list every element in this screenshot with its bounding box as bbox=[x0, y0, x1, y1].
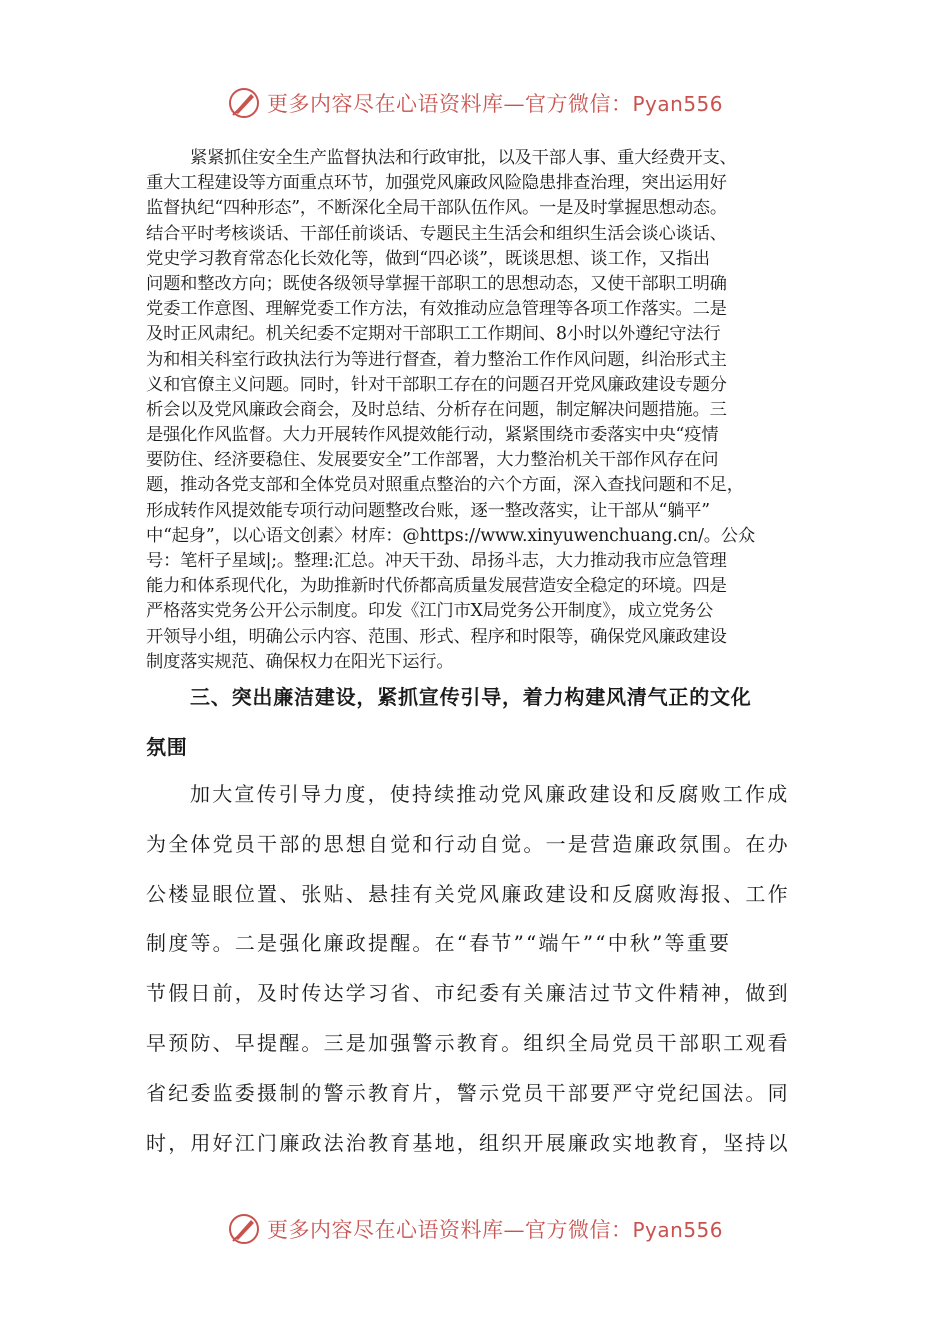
text-line: 重大工程建设等方面重点环节，加强党风廉政风险隐患排查治理，突出运用好 bbox=[146, 173, 727, 194]
text-line: 是强化作风监督。大力开展转作风提效能行动，紧紧围绕市委落实中央“疫情 bbox=[146, 425, 719, 446]
text-line: 加大宣传引导力度，使持续推动党风廉政建设和反腐败工作成 bbox=[190, 782, 790, 806]
section-heading bbox=[146, 672, 818, 772]
text-line: 制度等。二是强化廉政提醒。在“春节”“端午”“中秋”等重要 bbox=[146, 931, 732, 956]
text-line: 题，推动各党支部和全体党员对照重点整治的六个方面，深入查找问题和不足， bbox=[146, 475, 744, 496]
text-line: 中“起身”，以心语文创素〉材库：@https://www.xinyuwenchuang.cn/。公众 bbox=[146, 525, 755, 546]
watermark-text: 更多内容尽在心语资料库—官方微信：Pyan556 bbox=[266, 1218, 723, 1242]
text-line: 为全体党员干部的思想自觉和行动自觉。一是营造廉政氛围。在办 bbox=[146, 831, 790, 856]
text-line: 及时正风肃纪。机关纪委不定期对干部职工工作期间、8小时以外遵纪守法行 bbox=[146, 324, 721, 345]
text-line: 制度落实规范、确保权力在阳光下运行。 bbox=[146, 651, 454, 672]
watermark-text: 更多内容尽在心语资料库—官方微信：Pyan556 bbox=[266, 92, 723, 116]
text-line: 三、突出廉洁建设，紧抓宣传引导，着力构建风清气正的文化 bbox=[190, 685, 752, 709]
watermark-handle: Pyan556 bbox=[632, 92, 723, 116]
text-line: 结合平时考核谈话、干部任前谈话、专题民主生活会和组织生活会谈心谈话、 bbox=[146, 223, 727, 244]
text-line: 问题和整改方向；既使各级领导掌握干部职工的思想动态，又使干部职工明确 bbox=[146, 273, 727, 294]
paragraph-publicity bbox=[146, 770, 818, 1168]
quill-logo-icon bbox=[227, 86, 261, 120]
text-line: 时，用好江门廉政法治教育基地，组织开展廉政实地教育，坚持以 bbox=[146, 1130, 790, 1155]
text-line: 氛围 bbox=[146, 735, 188, 759]
text-line: 监督执纪“四种形态”，不断深化全局干部队伍作风。一是及时掌握思想动态。 bbox=[146, 198, 727, 219]
text-line: 号：笔杆子星域|;。整理:汇总。冲天干劲、昂扬斗志，大力推动我市应急管理 bbox=[146, 551, 727, 571]
text-line: 义和官僚主义问题。同时，针对干部职工存在的问题召开党风廉政建设专题分 bbox=[146, 374, 727, 395]
watermark-footer bbox=[0, 1212, 950, 1246]
text-line: 形成转作风提效能专项行动问题整改台账，逐一整改落实，让干部从“躺平” bbox=[146, 500, 710, 521]
text-line: 党委工作意图、理解党委工作方法，有效推动应急管理等各项工作落实。二是 bbox=[146, 299, 727, 320]
text-line: 紧紧抓住安全生产监督执法和行政审批，以及干部人事、重大经费开支、 bbox=[190, 148, 737, 168]
quill-logo-icon bbox=[227, 1212, 261, 1246]
text-line: 省纪委监委摄制的警示教育片，警示党员干部要严守党纪国法。同 bbox=[146, 1080, 790, 1105]
text-line: 为和相关科室行政执法行为等进行督查，着力整治工作作风问题，纠治形式主 bbox=[146, 349, 727, 370]
text-line: 能力和体系现代化，为助推新时代侨都高质量发展营造安全稳定的环境。四是 bbox=[146, 576, 727, 597]
paragraph-party-conduct bbox=[146, 146, 818, 675]
text-line: 党史学习教育常态化长效化等，做到“四必谈”，既谈思想、谈工作，又指出 bbox=[146, 248, 710, 269]
text-line: 要防住、经济要稳住、发展要安全”工作部署，大力整治机关干部作风存在问 bbox=[146, 450, 719, 471]
text-line: 开领导小组，明确公示内容、范围、形式、程序和时限等，确保党风廉政建设 bbox=[146, 626, 727, 647]
text-line: 公楼显眼位置、张贴、悬挂有关党风廉政建设和反腐败海报、工作 bbox=[146, 881, 790, 906]
text-line: 严格落实党务公开公示制度。印发《江门市X局党务公开制度》，成立党务公 bbox=[146, 601, 714, 622]
watermark-handle: Pyan556 bbox=[632, 1218, 723, 1242]
watermark-header bbox=[0, 86, 950, 120]
text-line: 节假日前，及时传达学习省、市纪委有关廉洁过节文件精神，做到 bbox=[146, 981, 790, 1006]
text-line: 早预防、早提醒。三是加强警示教育。组织全局党员干部职工观看 bbox=[146, 1030, 790, 1055]
text-line: 析会以及党风廉政会商会，及时总结、分析存在问题，制定解决问题措施。三 bbox=[146, 399, 727, 420]
